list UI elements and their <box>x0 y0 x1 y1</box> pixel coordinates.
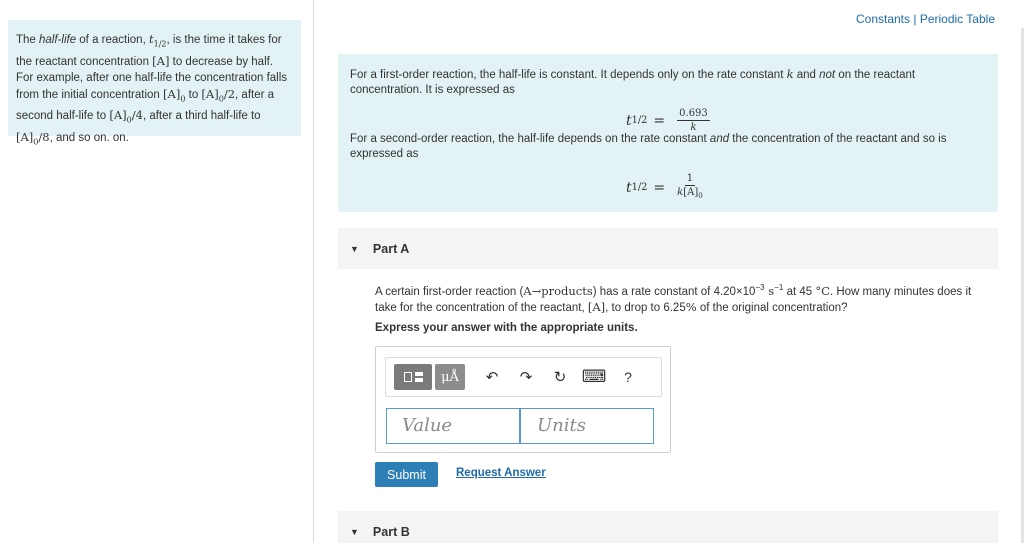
units-input[interactable]: Units <box>520 408 654 444</box>
half-conc-symbol: $[A]_0/2$ <box>201 86 236 104</box>
info-text: , is the time it takes for the reactant concentration <box>16 34 282 68</box>
part-b-header[interactable] <box>338 511 998 543</box>
template-box-icon <box>404 372 412 382</box>
info-text: , and so on. on. <box>49 131 129 144</box>
answer-box <box>375 346 671 453</box>
caret-down-icon[interactable]: ▼ <box>350 243 359 254</box>
panel-divider <box>313 0 314 543</box>
info-text: , after a second half-life to <box>16 88 275 123</box>
keyboard-icon[interactable]: ⌨ <box>581 367 607 386</box>
part-a-label: Part A <box>372 241 410 256</box>
second-order-formula: t 1/2 = $\frac{1}{k[A]_0}$ <box>626 173 703 200</box>
math-toolbar <box>385 357 662 397</box>
caret-down-icon[interactable]: ▼ <box>350 526 359 537</box>
first-order-text: For a first-order reaction, the half-life is constant. It depends only on the rate constant k and not on the reactant concentration. It is expressed as <box>350 67 916 96</box>
part-a-header[interactable] <box>338 228 998 269</box>
info-text: to decrease by half. For example, after one half-life the concentration falls from the initial concentration <box>16 55 288 101</box>
eighth-conc-symbol: $[A]_0/8$ <box>16 129 50 147</box>
constants-link[interactable]: Constants <box>855 12 911 26</box>
fraction: $\frac{0.693}{k}$ <box>679 108 708 133</box>
quarter-conc-symbol: $[A]_0/4$ <box>109 108 143 125</box>
info-text: The <box>16 34 40 46</box>
periodic-table-link[interactable]: Periodic Table <box>919 12 995 26</box>
part-a-question: A certain first-order reaction (A→products) has a rate constant of $4.20\times 10^{-3}$ $s^{-1}$ at 45 °C. How many minutes does it take for the concentration of the reactant, [A], to drop to 6.25% of the original concentration? <box>375 283 972 315</box>
request-answer-link[interactable]: Request Answer <box>456 467 546 479</box>
undo-icon[interactable]: ↶ <box>485 369 499 386</box>
fraction: $\frac{1}{k[A]_0}$ <box>677 173 703 200</box>
template-stack-icon <box>415 372 423 382</box>
link-separator: | <box>913 12 917 26</box>
info-emphasis: half-life <box>39 34 77 46</box>
info-text: , after a third half-life to <box>142 110 261 123</box>
header-links <box>856 12 995 26</box>
initial-conc-symbol: $[A]_0$ <box>163 86 186 104</box>
answer-instruction: Express your answer with the appropriate units. <box>375 322 638 334</box>
submit-button[interactable]: Submit <box>375 462 438 487</box>
t-half-symbol: $t_{1/2}$ <box>148 32 167 49</box>
part-b-label: Part B <box>372 524 410 539</box>
units-button[interactable]: μÅ <box>435 364 465 390</box>
conc-symbol: [A] <box>152 53 170 68</box>
reset-icon[interactable]: ↻ <box>553 369 567 386</box>
value-input[interactable]: Value <box>386 408 520 444</box>
first-order-formula: t 1/2 = $\frac{0.693}{k}$ <box>626 108 708 133</box>
info-text: of a reaction, <box>76 34 149 46</box>
help-icon[interactable]: ? <box>624 369 632 385</box>
info-text: to <box>185 88 202 101</box>
templates-button[interactable] <box>394 364 432 390</box>
half-life-info-panel <box>8 20 301 147</box>
redo-icon[interactable]: ↷ <box>519 369 533 386</box>
second-order-text: For a second-order reaction, the half-life depends on the rate constant and the concentration of the reactant and so is expressed as <box>350 133 947 160</box>
